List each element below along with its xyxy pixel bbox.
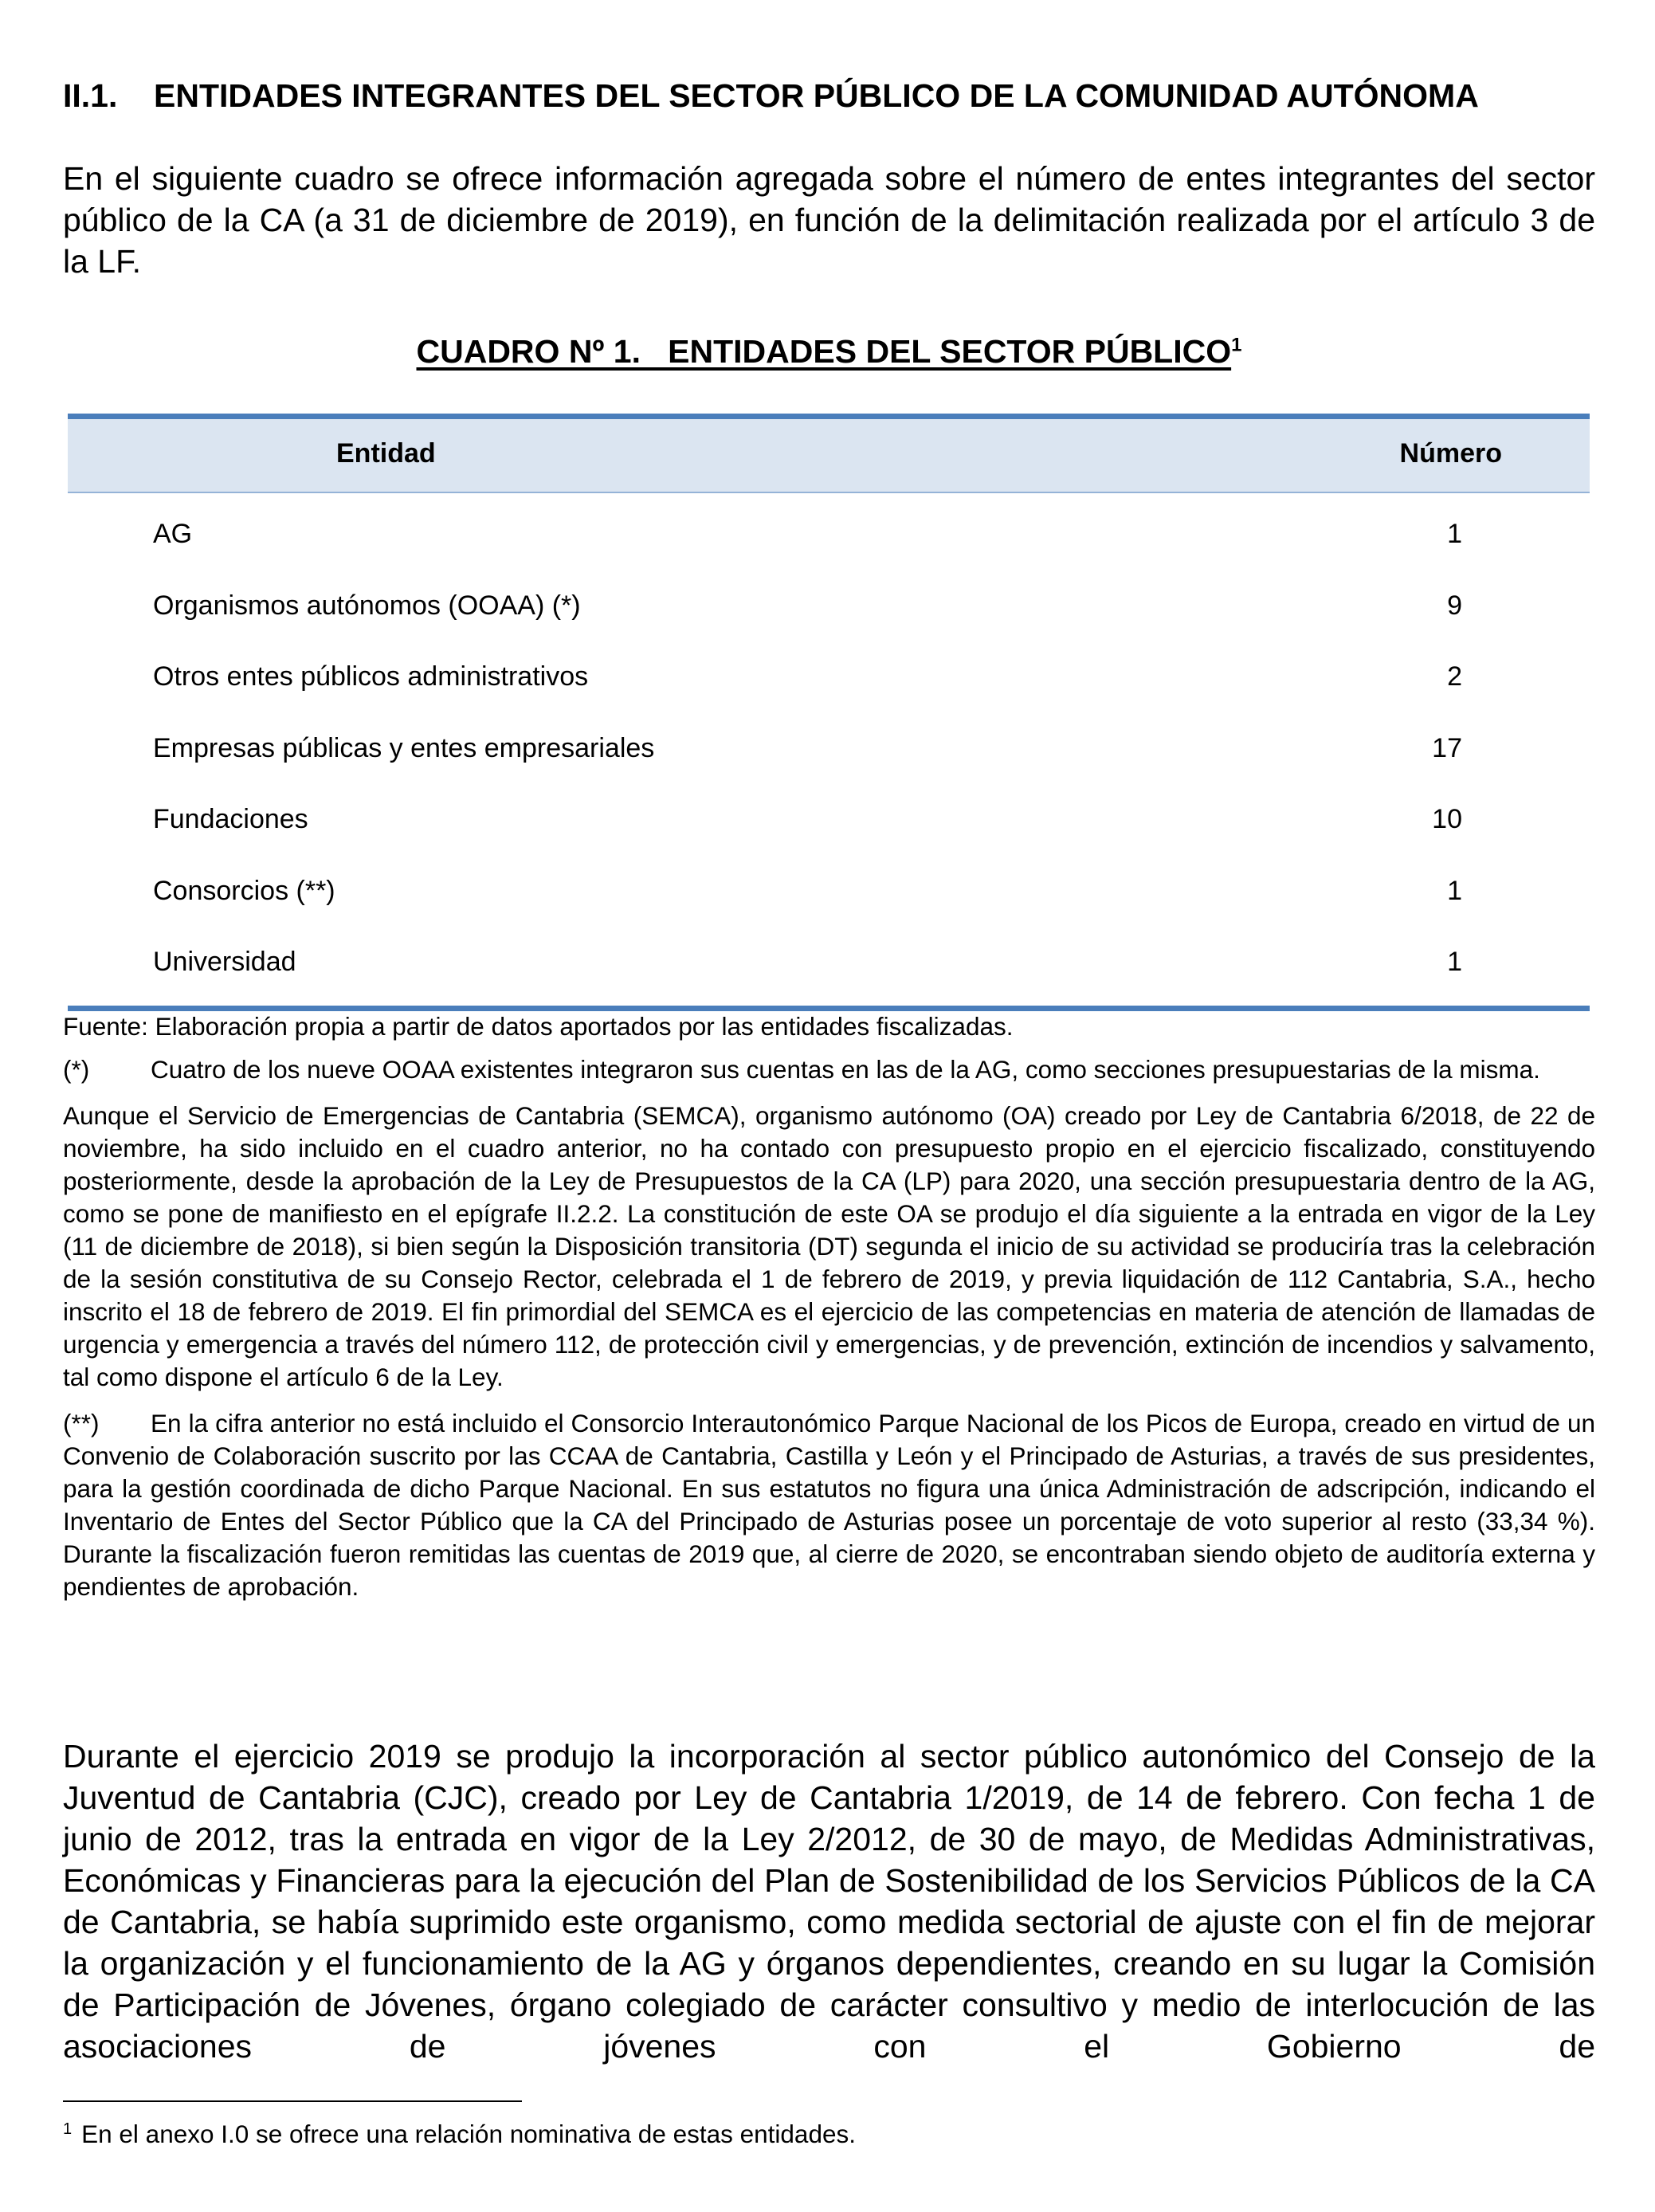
note-2 <box>63 1407 1595 1603</box>
entity-cell: Universidad <box>153 947 296 977</box>
column-header-entidad: Entidad <box>336 438 436 469</box>
table-title-text: CUADRO Nº 1. ENTIDADES DEL SECTOR PÚBLICO <box>416 333 1232 370</box>
note-2-text: En la cifra anterior no está incluido el Consorcio Interautonómico Parque Nacional de los Picos de Europa, creado en virtud de un Convenio de Colaboración suscrito por las CCAA de Cantabria, Castilla y León y el Principado de Asturias, a través de sus presidentes, para la gestión coordinada de dicho Parque Nacional. En sus estatutos no figura una única Administración de adscripción, indicando el Inventario de Entes del Sector Público que la CA del Principado de Asturias posee un porcentaje de voto superior al resto (33,34 %). Durante la fiscalización fueron remitidas las cuentas de 2019 que, al cierre de 2020, se encontraban siendo objeto de auditoría externa y pendientes de aprobación. <box>63 1409 1595 1601</box>
table-notes <box>63 1010 1595 1603</box>
footnote-separator <box>63 2100 522 2102</box>
footnote <box>63 2120 856 2149</box>
entity-cell: Empresas públicas y entes empresariales <box>153 732 655 763</box>
entity-cell: Otros entes públicos administrativos <box>153 661 589 692</box>
intro-paragraph: En el siguiente cuadro se ofrece información agregada sobre el número de entes integrantes del sector público de la CA (a 31 de diciembre de 2019), en función de la delimitación realizada por el artículo 3 de la LF. <box>63 160 1595 280</box>
entity-cell: Organismos autónomos (OOAA) (*) <box>153 590 581 621</box>
table-row <box>68 926 1590 998</box>
section-number: II.1. <box>63 77 118 114</box>
note-2-mark: (**) <box>63 1409 100 1437</box>
footnote-mark: 1 <box>63 2120 73 2138</box>
table-row <box>68 498 1590 570</box>
footnote-text: En el anexo I.0 se ofrece una relación nominativa de estas entidades. <box>81 2120 856 2148</box>
note-1-extra: Aunque el Servicio de Emergencias de Cantabria (SEMCA), organismo autónomo (OA) creado por Ley de Cantabria 6/2018, de 22 de noviembre, ha sido incluido en el cuadro anterior, no ha contado con presupuesto propio en el ejercicio fiscalizado, constituyendo posteriormente, desde la aprobación de la Ley de Presupuestos de la CA (LP) para 2020, una sección presupuestaria dentro de la AG, como se pone de manifiesto en el epígrafe II.2.2. La constitución de este OA se produjo el día siguiente a la entrada en vigor de la Ley (11 de diciembre de 2018), si bien según la Disposición transitoria (DT) segunda el inicio de su actividad se produciría tras la celebración de la sesión constitutiva de su Consejo Rector, celebrada el 1 de febrero de 2019, y previa liquidación de 112 Cantabria, S.A., hecho inscrito el 18 de febrero de 2019. El fin primordial del SEMCA es el ejercicio de las competencias en materia de atención de llamadas de urgencia y emergencia a través del número 112, de protección civil y emergencias, y de prevención, extinción de incendios y salvamento, tal como dispone el artículo 6 de la Ley. <box>63 1101 1595 1391</box>
number-cell: 17 <box>1432 732 1462 763</box>
table-body <box>68 493 1590 1006</box>
number-cell: 9 <box>1447 590 1462 621</box>
column-header-numero: Número <box>1399 438 1502 469</box>
number-cell: 10 <box>1432 804 1462 834</box>
number-cell: 2 <box>1447 661 1462 692</box>
number-cell: 1 <box>1447 875 1462 906</box>
number-cell: 1 <box>1447 947 1462 977</box>
table-row <box>68 855 1590 927</box>
table-source: Fuente: Elaboración propia a partir de datos aportados por las entidades fiscalizadas. <box>63 1012 1014 1041</box>
entity-cell: AG <box>153 519 193 549</box>
number-cell: 1 <box>1447 519 1462 549</box>
table-title <box>63 333 1595 371</box>
table-row <box>68 570 1590 641</box>
body-paragraph: Durante el ejercicio 2019 se produjo la incorporación al sector público autonómico del Consejo de la Juventud de Cantabria (CJC), creado por Ley de Cantabria 1/2019, de 14 de febrero. Con fecha 1 de junio de 2012, tras la entrada en vigor de la Ley 2/2012, de 30 de mayo, de Medidas Administrativas, Económicas y Financieras para la ejecución del Plan de Sostenibilidad de los Servicios Públicos de la CA de Cantabria, se había suprimido este organismo, como medida sectorial de ajuste con el fin de mejorar la organización y el funcionamiento de la AG y órganos dependientes, creando en su lugar la Comisión de Participación de Jóvenes, órgano colegiado de carácter consultivo y medio de interlocución de las asociaciones de jóvenes con el Gobierno de <box>63 1738 1595 2065</box>
table-row <box>68 712 1590 784</box>
table-row <box>68 641 1590 712</box>
table-footnote-ref: 1 <box>1231 334 1242 356</box>
entity-cell: Fundaciones <box>153 804 308 834</box>
table-header <box>68 419 1590 493</box>
section-title: ENTIDADES INTEGRANTES DEL SECTOR PÚBLICO DE LA COMUNIDAD AUTÓNOMA <box>154 77 1479 114</box>
entity-cell: Consorcios (**) <box>153 875 335 906</box>
section-heading <box>63 77 1479 115</box>
note-1-mark: (*) <box>63 1055 90 1084</box>
entities-table <box>68 414 1590 1011</box>
table-row <box>68 783 1590 855</box>
note-1-text: Cuatro de los nueve OOAA existentes integraron sus cuentas en las de la AG, como secciones presupuestarias de la misma. <box>151 1055 1540 1084</box>
note-1 <box>63 1053 1595 1086</box>
